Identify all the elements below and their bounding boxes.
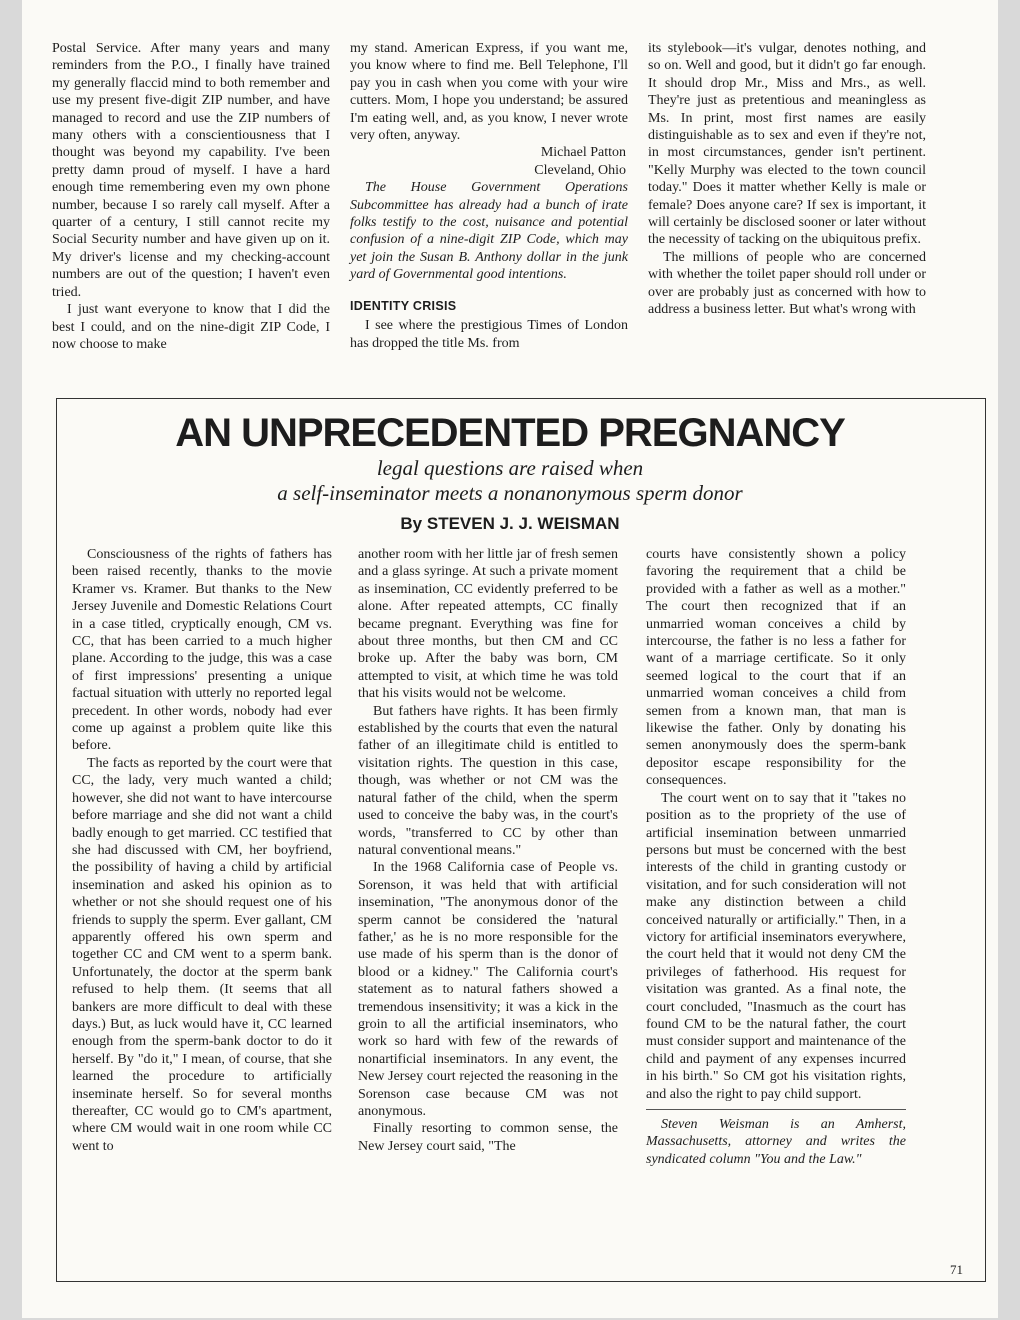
article-column-1 xyxy=(72,546,332,1155)
bio-divider xyxy=(646,1109,906,1110)
article-paragraph: another room with her little jar of fresh semen and a glass syringe. At such a private moment as insemination, CC evidently preferred to be alone. After repeated attempts, CC finally became pregnant. Everything was fine for about three months, but then CM and CC broke up. After the baby was born, CM attempted to visit, at which time he was told that his visits would not be welcome. xyxy=(358,547,618,702)
article-dek-line-1: legal questions are raised when xyxy=(376,456,644,480)
article-byline: By STEVEN J. J. WEISMAN xyxy=(400,514,620,533)
article-column-3 xyxy=(646,546,906,1168)
article-paragraph: Finally resorting to common sense, the New Jersey court said, "The xyxy=(358,1121,618,1154)
letters-column-1 xyxy=(52,40,330,353)
magazine-page xyxy=(22,0,998,1318)
letter-signature-name: Michael Patton xyxy=(540,145,626,161)
letter-paragraph: its stylebook—it's vulgar, denotes nothing, and so on. Well and good, but it didn't go far enough. It should drop Mr., Miss and Mrs., as well. They're just as pretentious and meaningless as Ms. In print, most first names are easily distinguishable as to sex and even if they're not, in most circumstances, gender isn't pertinent. "Kelly Murphy was elected to the town council today." Does it matter whether Kelly is male or female? Does anyone care? If sex is important, it will certainly be disclosed sooner or later without the necessity of tacking on the ubiquitous prefix. xyxy=(648,41,926,248)
editor-note: The House Government Operations Subcommittee has already had a bunch of irate folks testify to the cost, nuisance and potential confusion of a nine-digit ZIP Code, which may yet join the Susan B. Anthony dollar in the junk yard of Governmental good intentions. xyxy=(350,180,628,283)
letters-column-2 xyxy=(350,40,628,352)
letter-paragraph: I see where the prestigious Times of London has dropped the title Ms. from xyxy=(350,318,628,351)
letter-paragraph: Postal Service. After many years and many reminders from the P.O., I finally have trained my generally flaccid mind to both remember and use my present five-digit ZIP number, and have managed to record and use the ZIP numbers of many others with a conscientiousness that I thought was beyond my capability. I've been pretty damn proud of myself. I have a hard enough time remembering even my own phone number, because I so rarely call myself. After a quarter of a century, I still cannot recite my Social Security number and have given up on it. My driver's license and my checking-account numbers are out of the question; I haven't even tried. xyxy=(52,41,330,300)
article-paragraph: Consciousness of the rights of fathers has been raised recently, thanks to the movie Kramer vs. Kramer. But thanks to the New Jersey Juvenile and Domestic Relations Court in a case titled, cryptically enough, CM vs. CC, that has been carried to a much higher plane. According to the judge, this was a case of first impressions' presenting a unique factual situation with utterly no reported legal precedent. In other words, nobody had ever come up against a problem quite like this before. xyxy=(72,547,332,754)
letter-paragraph: The millions of people who are concerned with whether the toilet paper should roll under or over are probably just as concerned with how to address a business letter. But what's wrong with xyxy=(648,249,926,318)
letter-signature-city: Cleveland, Ohio xyxy=(534,162,626,178)
article-paragraph: courts have consistently shown a policy favoring the requirement that a child be provided with a father as well as a mother." The court then recognized that if an unmarried woman conceives a child by intercourse, the father is no less a father for want of a marriage certificate. So it only seemed logical to the court that if an unmarried woman conceives a child from semen from a known man, that man is likewise the father. Only by donating his semen anonymously does the sperm-bank depositor escape responsibility for the consequences. xyxy=(646,547,906,789)
article-paragraph: The court went on to say that it "takes no position as to the propriety of the use of artificial insemination between unmarried persons but must be concerned with the best interests of the child in granting custody or visitation, and for such consideration will not make any distinction between a child conceived naturally or artificially." Then, in a victory for artificial inseminators everywhere, the court held that it would not deny CM the privileges of fatherhood. His request for visitation was granted. As a final note, the court concluded, "Inasmuch as the court has found CM to be the natural father, the court must consider support and maintenance of the child and payment of any expenses incurred in his birth." So CM got his visitation rights, and also the right to pay child support. xyxy=(646,790,906,1102)
article-headline: AN UNPRECEDENTED PREGNANCY xyxy=(175,411,845,455)
article-paragraph: The facts as reported by the court were that CC, the lady, very much wanted a child; however, she did not want to have intercourse before marriage and she did not want a child badly enough to get married. CC testified that she had discussed with CM, her boyfriend, the possibility of having a child by artificial insemination and asked his opinion as to whether or not she should request one of his friends to supply the sperm. Ever gallant, CM apparently offered his own sperm and together CC and CM went to a sperm bank. Unfortunately, the doctor at the sperm bank refused to help them. (It seems that all bankers are more difficult to deal with these days.) But, as luck would have it, CC learned enough from the sperm-bank doctor to do it herself. By "do it," I mean, of course, that she learned the procedure to artificially inseminate herself. So for several months thereafter, CC would go to CM's apartment, where CM would wait in one room while CC went to xyxy=(72,755,332,1154)
article-column-2 xyxy=(358,546,618,1155)
section-heading: IDENTITY CRISIS xyxy=(350,298,457,313)
page-number: 71 xyxy=(950,1262,963,1277)
article-dek xyxy=(22,456,998,506)
article-dek-line-2: a self-inseminator meets a nonanonymous sperm donor xyxy=(277,481,743,505)
letters-column-3 xyxy=(648,40,926,319)
author-bio: Steven Weisman is an Amherst, Massachusetts, attorney and writes the syndicated column "You and the Law." xyxy=(646,1117,906,1167)
letter-paragraph: my stand. American Express, if you want me, you know where to find me. Bell Telephone, I'll pay you in cash when you come with your wire cutters. Mom, I hope you understand; be assured I'm eating well, and, as you know, I never wrote very often, anyway. xyxy=(350,41,628,144)
article-paragraph: But fathers have rights. It has been firmly established by the courts that even the natural father of an illegitimate child is entitled to visitation rights. The question in this case, though, was whether or not CM was the natural father of the child, when the sperm used to conceive the baby was, in the court's words, "transferred to CC by other than natural conventional means." xyxy=(358,703,618,858)
letter-paragraph: I just want everyone to know that I did the best I could, and on the nine-digit ZIP Code, I now choose to make xyxy=(52,302,330,352)
article-paragraph: In the 1968 California case of People vs. Sorenson, it was held that with artificial insemination, "The anonymous donor of the sperm cannot be considered the 'natural father,' as he is no more responsible for the use made of his sperm than is the donor of blood or a kidney." The California court's statement as to natural fathers showed a tremendous insensitivity; it was a kick in the groin to all the artificial inseminators, who work so hard with few of the rewards of nonartificial inseminators. In any event, the New Jersey court rejected the reasoning in the Sorenson case because CM was not anonymous. xyxy=(358,860,618,1119)
